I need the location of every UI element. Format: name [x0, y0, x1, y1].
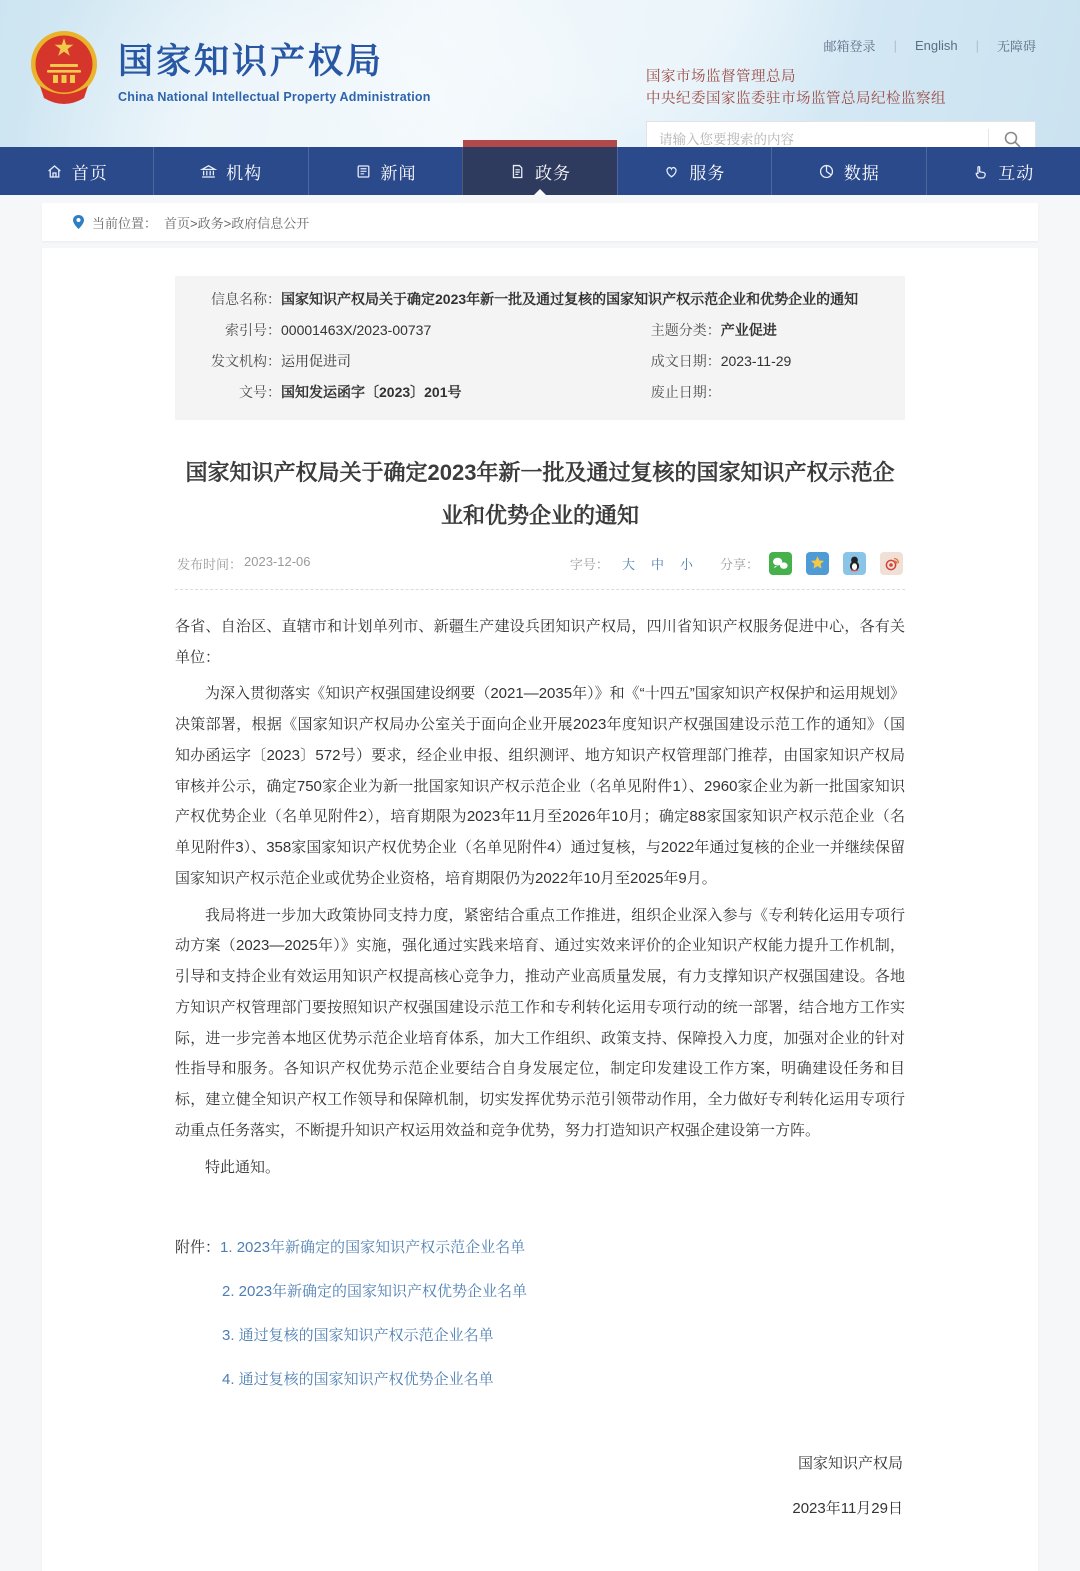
mail-login-link[interactable]: 邮箱登录: [823, 39, 876, 54]
service-icon: [663, 163, 680, 180]
data-icon: [818, 163, 835, 180]
link-separator: |: [893, 38, 897, 53]
home-icon: [46, 163, 63, 180]
doc-topic-label: 主题分类：: [650, 322, 721, 338]
doc-index-label: 索引号：: [225, 322, 281, 338]
nav-tab-label: 服务: [689, 163, 726, 183]
english-link[interactable]: English: [914, 38, 958, 53]
nav-tab-news[interactable]: [308, 147, 462, 195]
article-paragraph: 为深入贯彻落实《知识产权强国建设纲要（2021—2035年）》和《“十四五”国家知识产权保护和运用规划》决策部署，根据《国家知识产权局办公室关于面向企业开展2023年度知识产权强国建设示范工作的通知》（国知办函运字〔2023〕572号）要求，经企业申报、组织测评、地方知识产权管理部门推荐，由国家知识产权局审核并公示，确定750家企业为新一批国家知识产权示范企业（名单见附件1）、2960家企业为新一批国家知识产权优势企业（名单见附件2），培育期限为2023年11月至2026年10月；确定88家国家知识产权示范企业（名单见附件3）、358家国家知识产权优势企业（名单见附件4）通过复核，与2022年通过复核的企业一并继续保留国家知识产权示范企业或优势企业资格，培育期限仍为2022年10月至2025年9月。: [175, 685, 905, 887]
attachments-label: 附件：: [175, 1239, 221, 1257]
attachments-section: [175, 1233, 905, 1395]
site-subtitle: China National Intellectual Property Administration: [118, 90, 431, 104]
doc-name-value: 国家知识产权局关于确定2023年新一批及通过复核的国家知识产权示范企业和优势企业的通知: [281, 291, 859, 307]
qzone-share-icon[interactable]: [806, 552, 829, 575]
related-org-line-2: 中央纪委国家监委驻市场监管总局纪检监察组: [646, 91, 946, 108]
main-nav: [0, 147, 1080, 195]
doc-agency-label: 发文机构：: [211, 353, 281, 369]
national-emblem-icon: [26, 28, 102, 110]
nav-tab-service[interactable]: [617, 147, 771, 195]
publish-time-label: 发布时间：: [177, 556, 243, 572]
article-paragraph: 各省、自治区、直辖市和计划单列市、新疆生产建设兵团知识产权局，四川省知识产权服务促进中心，各有关单位：: [175, 617, 905, 666]
signature-date: 2023年11月29日: [792, 1500, 903, 1518]
doc-repeal-date-label: 废止日期：: [650, 384, 721, 400]
nav-tab-label: 政务: [534, 163, 571, 183]
content-card: [42, 248, 1038, 1571]
header-top-links: [646, 36, 1036, 55]
site-header: [0, 0, 1080, 147]
attachment-link-3[interactable]: 3. 通过复核的国家知识产权示范企业名单: [222, 1327, 494, 1345]
font-size-medium-button[interactable]: 中: [650, 556, 664, 572]
font-size-small-button[interactable]: 小: [679, 556, 693, 572]
nav-tab-label: 首页: [71, 163, 108, 183]
font-size-large-button[interactable]: 大: [621, 556, 635, 572]
attachment-link-1[interactable]: 1. 2023年新确定的国家知识产权示范企业名单: [220, 1239, 526, 1257]
doc-agency-value: 运用促进司: [281, 353, 351, 369]
site-title: 国家知识产权局: [118, 42, 385, 81]
breadcrumb-label: 当前位置：: [92, 215, 158, 231]
accessibility-link[interactable]: 无障碍: [996, 39, 1036, 54]
nav-tab-label: 数据: [843, 163, 880, 183]
doc-topic-value: 产业促进: [720, 322, 777, 338]
interaction-icon: [972, 163, 989, 180]
page-title: 国家知识产权局关于确定2023年新一批及通过复核的国家知识产权示范企业和优势企业的通知: [185, 460, 895, 528]
article-meta-row: [175, 548, 905, 590]
nav-tab-home[interactable]: [0, 147, 153, 195]
related-org-line-1: 国家市场监督管理总局: [646, 69, 796, 85]
breadcrumb: [42, 203, 1038, 241]
weibo-share-icon[interactable]: [880, 552, 903, 575]
doc-index-value: 00001463X/2023-00737: [281, 322, 432, 338]
breadcrumb-path[interactable]: 首页>政务>政府信息公开: [164, 215, 310, 231]
attachment-link-4[interactable]: 4. 通过复核的国家知识产权优势企业名单: [222, 1371, 494, 1389]
attachment-link-2[interactable]: 2. 2023年新确定的国家知识产权优势企业名单: [222, 1283, 528, 1301]
government-affairs-icon: [509, 163, 526, 180]
location-pin-icon: [72, 214, 85, 230]
nav-tab-label: 新闻: [380, 163, 417, 183]
publish-time-value: 2023-12-06: [244, 553, 311, 569]
doc-name-label: 信息名称：: [211, 291, 281, 307]
doc-info-box: [175, 276, 905, 420]
site-logo[interactable]: [26, 28, 431, 110]
signature-org: 国家知识产权局: [797, 1455, 903, 1473]
doc-written-date-label: 成文日期：: [650, 353, 721, 369]
news-icon: [355, 163, 372, 180]
nav-tab-institution[interactable]: [153, 147, 307, 195]
related-org-lines: [646, 66, 1036, 111]
link-separator: |: [975, 38, 979, 53]
signature-block: [175, 1441, 905, 1531]
nav-tab-government-affairs[interactable]: [462, 147, 616, 195]
wechat-share-icon[interactable]: [769, 552, 792, 575]
article-paragraph: 特此通知。: [205, 1158, 281, 1176]
nav-tab-label: 机构: [226, 163, 263, 183]
doc-written-date-value: 2023-11-29: [720, 353, 792, 369]
nav-tab-label: 互动: [998, 163, 1035, 183]
font-size-label: 字号：: [569, 556, 609, 572]
share-label: 分享：: [719, 556, 759, 572]
institution-icon: [200, 163, 217, 180]
nav-tab-interaction[interactable]: [926, 147, 1080, 195]
doc-number-label: 文号：: [239, 384, 281, 400]
qq-share-icon[interactable]: [843, 552, 866, 575]
doc-number-value: 国知发运函字〔2023〕201号: [281, 384, 462, 400]
article-paragraph: 我局将进一步加大政策协同支持力度，紧密结合重点工作推进，组织企业深入参与《专利转化运用专项行动方案（2023—2025年）》实施，强化通过实践来培育、通过实效来评价的企业知识产权能力提升工作机制，引导和支持企业有效运用知识产权提高核心竞争力，推动产业高质量发展，有力支撑知识产权强国建设。各地方知识产权管理部门要按照知识产权强国建设示范工作和专利转化运用专项行动的统一部署，结合地方工作实际，进一步完善本地区优势示范企业培育体系，加大工作组织、政策支持、保障投入力度，加强对企业的针对性指导和服务。各知识产权优势示范企业要结合自身发展定位，制定印发建设工作方案，明确建设任务和目标，建立健全知识产权工作领导和保障机制，切实发挥优势示范引领带动作用，全力做好专利转化运用专项行动重点任务落实，不断提升知识产权运用效益和竞争优势，努力打造知识产权强企建设第一方阵。: [175, 906, 905, 1139]
article-body: [175, 612, 905, 1184]
nav-tab-data[interactable]: [771, 147, 925, 195]
